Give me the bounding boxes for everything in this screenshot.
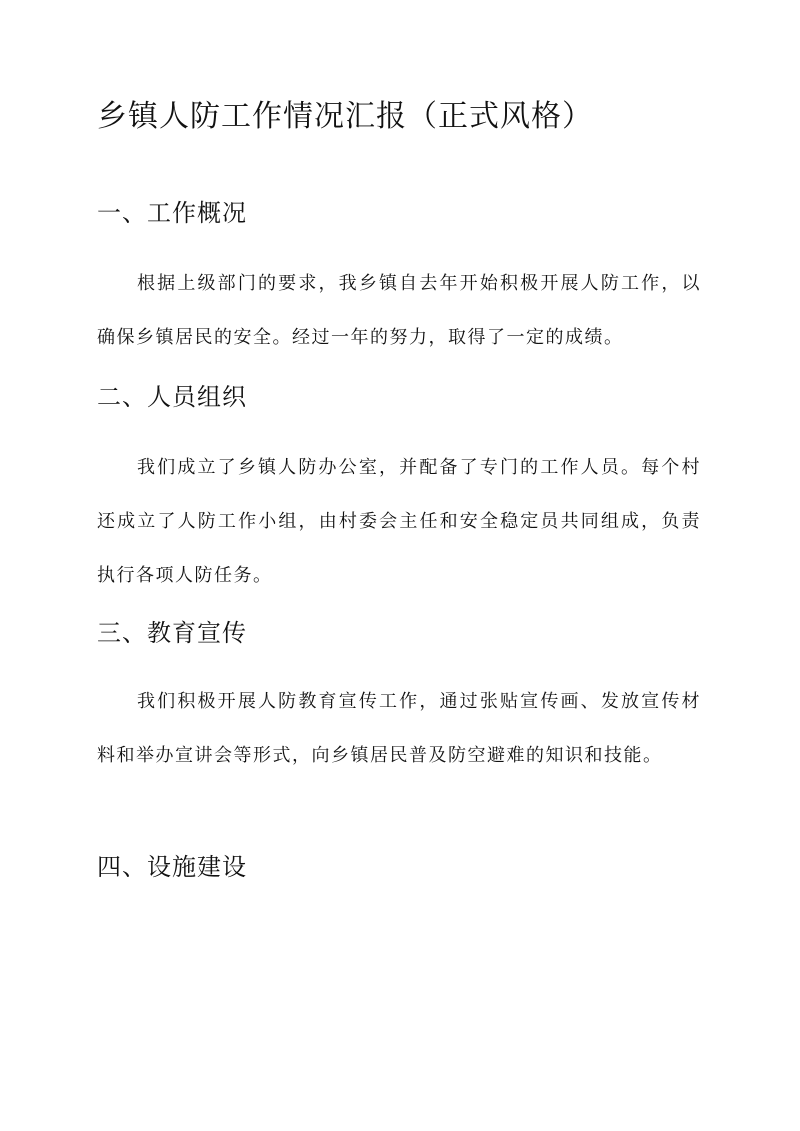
section-paragraph-overview: 根据上级部门的要求，我乡镇自去年开始积极开展人防工作，以确保乡镇居民的安全。经过一年的努力，取得了一定的成绩。 <box>97 273 701 348</box>
section-heading-staffing: 二、人员组织 <box>97 383 247 411</box>
document-title: 乡镇人防工作情况汇报（正式风格） <box>97 99 593 134</box>
section-paragraph-staffing: 我们成立了乡镇人防办公室，并配备了专门的工作人员。每个村还成立了人防工作小组，由村委会主任和安全稳定员共同组成，负责执行各项人防任务。 <box>97 457 701 586</box>
section-heading-education: 三、教育宣传 <box>97 619 247 647</box>
section-heading-facilities: 四、设施建设 <box>97 853 247 881</box>
section-heading-overview: 一、工作概况 <box>97 199 247 227</box>
section-paragraph-education: 我们积极开展人防教育宣传工作，通过张贴宣传画、发放宣传材料和举办宣讲会等形式，向乡镇居民普及防空避难的知识和技能。 <box>97 691 701 766</box>
